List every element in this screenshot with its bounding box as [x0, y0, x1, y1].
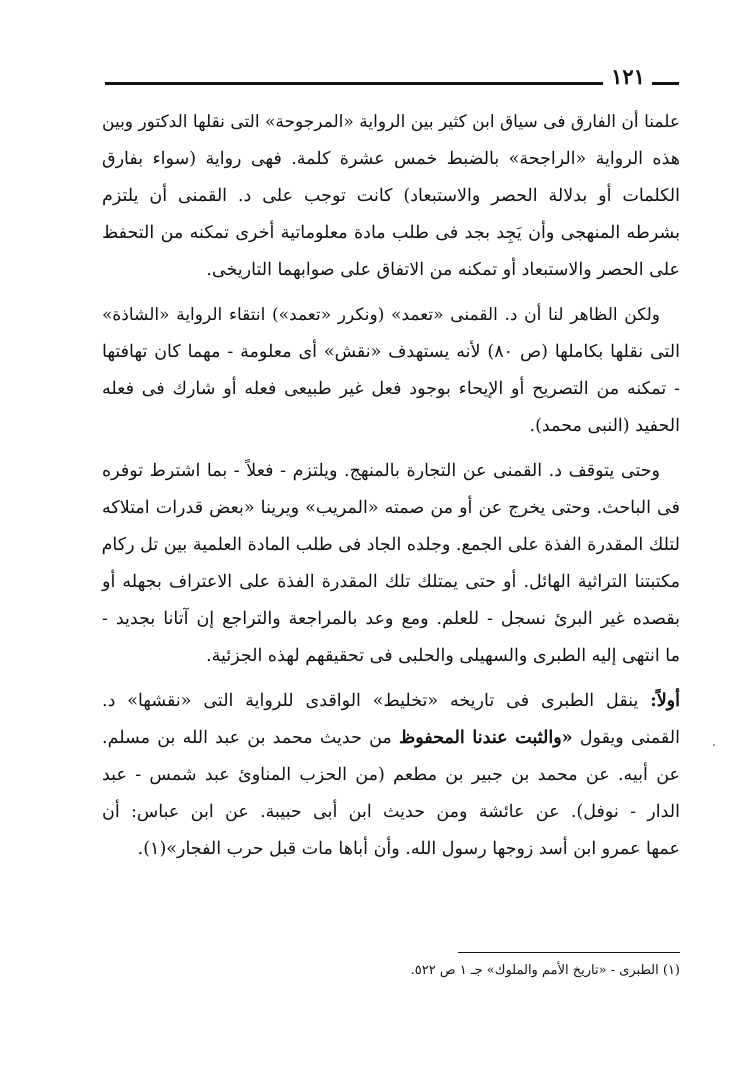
paragraph-1	[102, 104, 680, 289]
text-fragment: ينقل الطبرى فى تاريخه «تخليط» الواقدى للرواية التى «نقشها» د.	[102, 691, 651, 711]
body-text	[102, 104, 680, 868]
text-line: بقصده غير البرئ نسجل - للعلم. ومع وعد بالمراجعة والتراجع إن آتانا بجديد -	[102, 609, 680, 629]
speck	[713, 744, 715, 746]
page-number: ١٢١	[611, 64, 645, 89]
text-line: ما انتهى إليه الطبرى والسهيلى والحلبى فى تحقيقهم لهذه الجزئية.	[206, 646, 680, 666]
paragraph-3	[102, 453, 680, 675]
text-line: على الحصر والاستبعاد أو تمكنه من الاتفاق على صوابهما التاريخى.	[206, 260, 680, 280]
text-line: فى الباحث. وحتى يخرج عن أو من صمته «المريب» ويرينا «بعض قدرات امتلاكه	[102, 498, 680, 518]
paragraph-2	[102, 297, 680, 445]
text-line: هذه الرواية «الراجحة» بالضبط خمس عشرة كلمة. فهى رواية (سواء بفارق	[102, 149, 680, 169]
emphasized-phrase: «والثبت عندنا المحفوظ	[399, 728, 573, 748]
footnote-rule	[458, 952, 680, 953]
text-line: عن أبيه. عن محمد بن جبير بن مطعم (من الحزب المناوئ عبد شمس - عبد	[102, 765, 680, 785]
text-line	[102, 683, 680, 720]
text-line: الحفيد (النبى محمد).	[529, 416, 680, 436]
text-line: الدار - نوفل). عن عائشة ومن حديث ابن أبى حبيبة. عن ابن عباس: أن	[102, 802, 680, 822]
text-line: الكلمات أو بدلالة الحصر والاستبعاد) كانت توجب على د. القمنى أن يلتزم	[102, 186, 680, 206]
text-line: عمها عمرو ابن أسد زوجها رسول الله. وأن أباها مات قبل حرب الفجار»(١).	[137, 839, 680, 859]
header-rule-short	[652, 82, 679, 85]
text-line: لتلك المقدرة الفذة على الجمع. وجلده الجاد فى طلب المادة العلمية بين تل ركام	[101, 535, 680, 555]
text-line: بشرطه المنهجى وأن يَجِد بجد فى طلب مادة معلوماتية أخرى تمكنه من التحفظ	[102, 223, 680, 243]
text-line: التى نقلها بكاملها (ص ٨٠) لأنه يستهدف «نقش» أى معلومة - مهما كان تهافتها	[102, 342, 680, 362]
text-line: علمنا أن الفارق فى سياق ابن كثير بين الرواية «المرجوحة» التى نقلها الدكتور وبين	[102, 112, 680, 132]
header-rule	[105, 82, 603, 85]
text-line: القمنى ويقول «والثبت عندنا المحفوظ من حديث محمد بن عبد الله بن مسلم.	[102, 728, 680, 748]
paragraph-4	[102, 683, 680, 868]
footnote: (١) الطبرى - «تاريخ الأمم والملوك» جـ ١ ص ٥٢٢.	[410, 963, 680, 978]
text-line: مكتبتنا التراثية الهائل. أو حتى يمتلك تلك المقدرة الفذة على الاعتراف بجهله أو	[102, 572, 680, 592]
lead-heading: أولاً:	[650, 691, 680, 711]
text-line: ولكن الظاهر لنا أن د. القمنى «تعمد» (ونكرر «تعمد») انتقاء الرواية «الشاذة»	[102, 305, 660, 325]
text-line: - تمكنه من التصريح أو الإيحاء بوجود فعل غير طبيعى فعله أو شارك فى فعله	[102, 379, 680, 399]
text-line: وحتى يتوقف د. القمنى عن التجارة بالمنهج. ويلتزم - فعلاً - بما اشترط توفره	[102, 461, 660, 481]
